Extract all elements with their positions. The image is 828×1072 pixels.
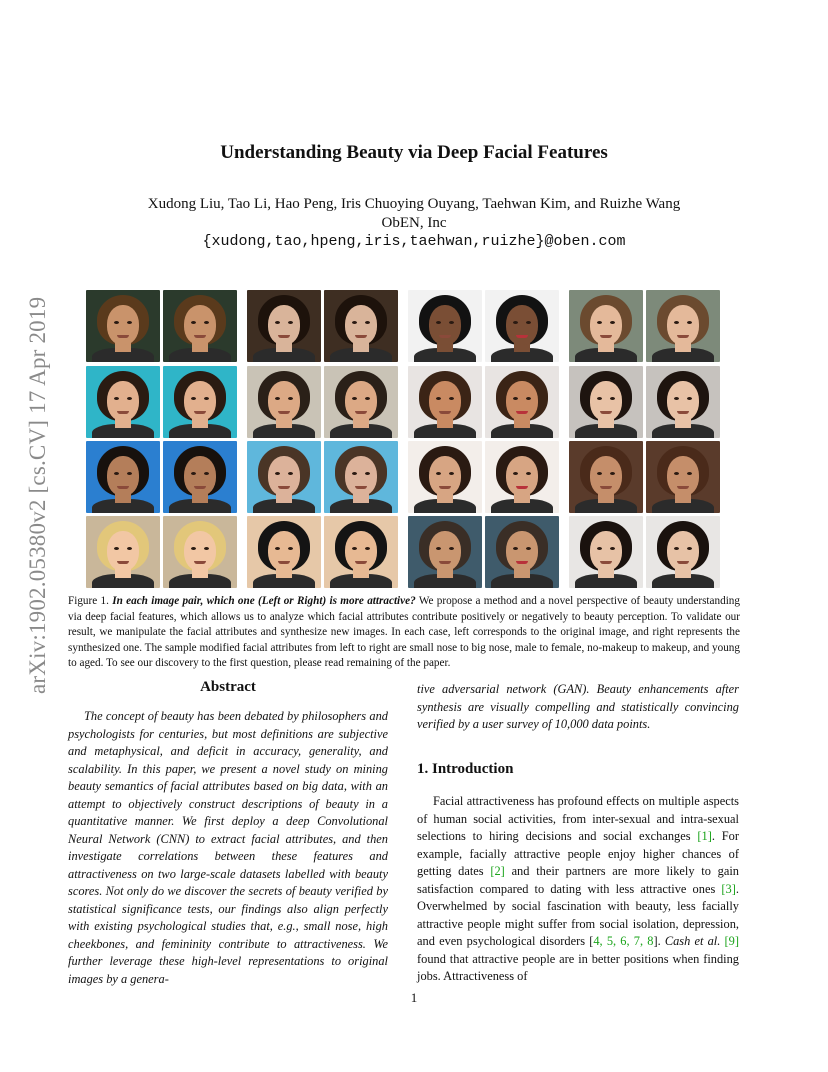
face-eye	[436, 472, 441, 475]
face-eye	[513, 397, 518, 400]
citation-link[interactable]: [3]	[721, 881, 736, 896]
face-eye	[597, 321, 602, 324]
face-image-synthesized	[485, 441, 559, 513]
face-head	[345, 305, 377, 345]
face-eye	[204, 321, 209, 324]
face-image-synthesized	[324, 516, 398, 588]
face-head	[268, 456, 300, 496]
face-image-synthesized	[163, 516, 237, 588]
arxiv-stamp: arXiv:1902.05380v2 [cs.CV] 17 Apr 2019	[25, 296, 50, 694]
figure-caption	[68, 594, 740, 672]
face-mouth	[117, 561, 129, 564]
face-mouth	[516, 561, 528, 564]
face-image-original	[408, 290, 482, 362]
face-eye	[597, 397, 602, 400]
face-eye	[191, 472, 196, 475]
face-eye	[449, 397, 454, 400]
face-eye	[191, 547, 196, 550]
abstract-continuation: tive adversarial network (GAN). Beauty enhancements after synthesis are visually compelling and statistically convincing verified by a user survey of 10,000 data points.	[417, 682, 739, 731]
intro-text: . For example, facially attractive people enjoy higher chances of getting dates	[417, 829, 739, 878]
face-image-original	[408, 516, 482, 588]
face-eye	[275, 397, 280, 400]
face-mouth	[600, 335, 612, 338]
face-image-synthesized	[485, 516, 559, 588]
face-mouth	[600, 486, 612, 489]
face-head	[506, 305, 538, 345]
face-mouth	[194, 561, 206, 564]
face-eye	[365, 397, 370, 400]
face-mouth	[278, 411, 290, 414]
face-eye	[114, 397, 119, 400]
face-eye	[674, 321, 679, 324]
face-head	[429, 531, 461, 571]
face-mouth	[600, 411, 612, 414]
face-eye	[127, 397, 132, 400]
face-eye	[597, 472, 602, 475]
face-eye	[352, 472, 357, 475]
face-eye	[275, 472, 280, 475]
face-head	[345, 456, 377, 496]
face-mouth	[600, 561, 612, 564]
face-eye	[127, 472, 132, 475]
face-eye	[449, 321, 454, 324]
face-mouth	[117, 486, 129, 489]
face-head	[667, 305, 699, 345]
face-eye	[365, 472, 370, 475]
face-eye	[352, 321, 357, 324]
face-image-synthesized	[646, 441, 720, 513]
face-image-synthesized	[324, 290, 398, 362]
face-image-synthesized	[646, 366, 720, 438]
face-eye	[204, 397, 209, 400]
citation-link[interactable]: [2]	[490, 864, 505, 878]
face-eye	[597, 547, 602, 550]
face-mouth	[355, 561, 367, 564]
face-mouth	[355, 486, 367, 489]
face-eye	[275, 321, 280, 324]
face-eye	[610, 397, 615, 400]
face-eye	[365, 321, 370, 324]
face-image-original	[247, 516, 321, 588]
face-head	[506, 531, 538, 571]
face-eye	[610, 321, 615, 324]
face-image-original	[86, 366, 160, 438]
author-emails: {xudong,tao,hpeng,iris,taehwan,ruizhe}@oben.com	[202, 233, 626, 250]
face-image-original	[86, 516, 160, 588]
face-image-original	[569, 366, 643, 438]
face-mouth	[516, 335, 528, 338]
face-image-original	[247, 290, 321, 362]
face-image-synthesized	[163, 290, 237, 362]
intro-text: . Overwhelmed by social fascination with beauty, less facially attractive people might suffer from social isolation, depression, and even psychological disorders [	[417, 881, 739, 948]
face-head	[590, 305, 622, 345]
face-eye	[191, 321, 196, 324]
face-mouth	[194, 486, 206, 489]
face-eye	[610, 547, 615, 550]
face-eye	[610, 472, 615, 475]
face-head	[667, 531, 699, 571]
face-head	[107, 531, 139, 571]
face-eye	[436, 321, 441, 324]
citation-link[interactable]: [9]	[724, 934, 739, 948]
face-eye	[687, 321, 692, 324]
face-image-original	[569, 441, 643, 513]
face-eye	[526, 397, 531, 400]
face-head	[184, 456, 216, 496]
face-image-original	[86, 441, 160, 513]
face-head	[506, 456, 538, 496]
face-eye	[114, 472, 119, 475]
face-image-synthesized	[646, 290, 720, 362]
intro-body	[417, 793, 739, 986]
face-eye	[513, 547, 518, 550]
figure-face-grid	[86, 290, 720, 589]
affiliation: ObEN, Inc	[381, 215, 447, 231]
face-mouth	[194, 411, 206, 414]
face-eye	[365, 547, 370, 550]
face-mouth	[439, 561, 451, 564]
face-head	[429, 381, 461, 421]
face-eye	[687, 472, 692, 475]
face-head	[667, 381, 699, 421]
face-eye	[674, 547, 679, 550]
face-image-original	[408, 441, 482, 513]
face-eye	[288, 321, 293, 324]
face-mouth	[677, 486, 689, 489]
face-eye	[674, 397, 679, 400]
abstract-body: The concept of beauty has been debated by philosophers and psychologists for centuries, but most definitions are subjective and metaphysical, and deficit in accuracy, generality, and scalability. In this paper, we present a novel study on mining beauty semantics of facial attributes based on big data, with an attempt to objectively construct descriptions of beauty in a quantitative manner. We first deploy a deep Convolutional Neural Network (CNN) to extract facial attributes, and then investigate correlations between these features and attractiveness on two large-scale datasets labelled with beauty scores. Not only do we discover the secrets of beauty verified by statistical significance tests, our findings also align perfectly with existing psychological studies that, e.g., small nose, high cheekbones, and femininity contribute to attractiveness. We further leverage these high-level representations to original images by a genera-	[68, 709, 388, 986]
caption-text: We propose a method and a novel perspective of beauty understanding via deep facial features, which allows us to analyze which facial attributes contribute positively or negatively to beauty perception. To validate our result, we manipulate the facial attributes and synthesize new images. In each case, left corresponds to the original image, and right represents the synthesized one. The sample modified facial attributes from left to right are small nose to big nose, male to female, no-makeup to makeup, and young to aged. To see our discovery to the first question, please read remaining of the paper.	[68, 595, 740, 669]
face-mouth	[516, 411, 528, 414]
face-eye	[687, 547, 692, 550]
face-eye	[127, 547, 132, 550]
face-eye	[513, 472, 518, 475]
author-list: Xudong Liu, Tao Li, Hao Peng, Iris Chuoying Ouyang, Taehwan Kim, and Ruizhe Wang	[147, 196, 681, 212]
face-head	[268, 531, 300, 571]
face-head	[590, 531, 622, 571]
face-eye	[114, 321, 119, 324]
face-image-original	[247, 366, 321, 438]
face-head	[667, 456, 699, 496]
intro-text: found that attractive people are in better positions when finding jobs. Attractiveness of	[417, 951, 739, 983]
face-image-synthesized	[485, 366, 559, 438]
face-eye	[436, 397, 441, 400]
face-head	[506, 381, 538, 421]
face-eye	[526, 472, 531, 475]
face-eye	[449, 547, 454, 550]
face-image-original	[569, 516, 643, 588]
face-head	[184, 531, 216, 571]
face-mouth	[355, 411, 367, 414]
face-head	[107, 305, 139, 345]
face-eye	[127, 321, 132, 324]
intro-text: and their partners are more likely to gain satisfaction compared to dating with less attractive ones	[417, 864, 739, 896]
face-head	[345, 531, 377, 571]
face-image-original	[408, 366, 482, 438]
intro-heading: 1. Introduction	[417, 761, 514, 777]
citation-link[interactable]: 4, 5, 6, 7, 8	[593, 934, 654, 948]
face-eye	[687, 397, 692, 400]
face-eye	[449, 472, 454, 475]
face-mouth	[439, 335, 451, 338]
face-head	[429, 456, 461, 496]
face-image-synthesized	[163, 441, 237, 513]
face-head	[590, 456, 622, 496]
face-eye	[352, 397, 357, 400]
face-head	[345, 381, 377, 421]
face-image-synthesized	[646, 516, 720, 588]
intro-text: ].	[653, 934, 665, 948]
face-head	[107, 381, 139, 421]
face-image-original	[247, 441, 321, 513]
face-head	[184, 305, 216, 345]
face-head	[268, 381, 300, 421]
face-head	[268, 305, 300, 345]
face-mouth	[278, 486, 290, 489]
face-mouth	[194, 335, 206, 338]
page-number: 1	[410, 990, 418, 1005]
face-mouth	[677, 561, 689, 564]
face-mouth	[677, 335, 689, 338]
face-image-synthesized	[485, 290, 559, 362]
face-eye	[275, 547, 280, 550]
abstract-heading: Abstract	[200, 679, 256, 695]
caption-lead: In each image pair, which one (Left or Right) is more attractive?	[112, 595, 416, 607]
face-mouth	[117, 411, 129, 414]
face-mouth	[516, 486, 528, 489]
face-image-original	[569, 290, 643, 362]
face-image-synthesized	[324, 366, 398, 438]
face-image-original	[86, 290, 160, 362]
face-eye	[352, 547, 357, 550]
face-eye	[288, 472, 293, 475]
face-eye	[526, 321, 531, 324]
face-head	[107, 456, 139, 496]
face-eye	[436, 547, 441, 550]
face-mouth	[439, 486, 451, 489]
intro-author-ref: Cash et al.	[664, 934, 721, 948]
face-mouth	[677, 411, 689, 414]
face-head	[590, 381, 622, 421]
paper-title: Understanding Beauty via Deep Facial Features	[220, 142, 608, 163]
face-mouth	[439, 411, 451, 414]
face-mouth	[355, 335, 367, 338]
face-head	[184, 381, 216, 421]
face-head	[429, 305, 461, 345]
face-eye	[526, 547, 531, 550]
face-eye	[513, 321, 518, 324]
face-image-synthesized	[163, 366, 237, 438]
intro-text: Facial attractiveness has profound effects on multiple aspects of human social activities, from inter-sexual and intra-sexual selections to hiring decisions and social exchanges	[417, 794, 739, 843]
face-eye	[191, 397, 196, 400]
face-eye	[674, 472, 679, 475]
face-eye	[114, 547, 119, 550]
face-eye	[204, 547, 209, 550]
citation-link[interactable]: [1]	[697, 829, 712, 843]
face-mouth	[117, 335, 129, 338]
face-eye	[204, 472, 209, 475]
face-mouth	[278, 335, 290, 338]
caption-label: Figure 1.	[68, 595, 109, 607]
face-eye	[288, 397, 293, 400]
face-image-synthesized	[324, 441, 398, 513]
face-mouth	[278, 561, 290, 564]
face-eye	[288, 547, 293, 550]
